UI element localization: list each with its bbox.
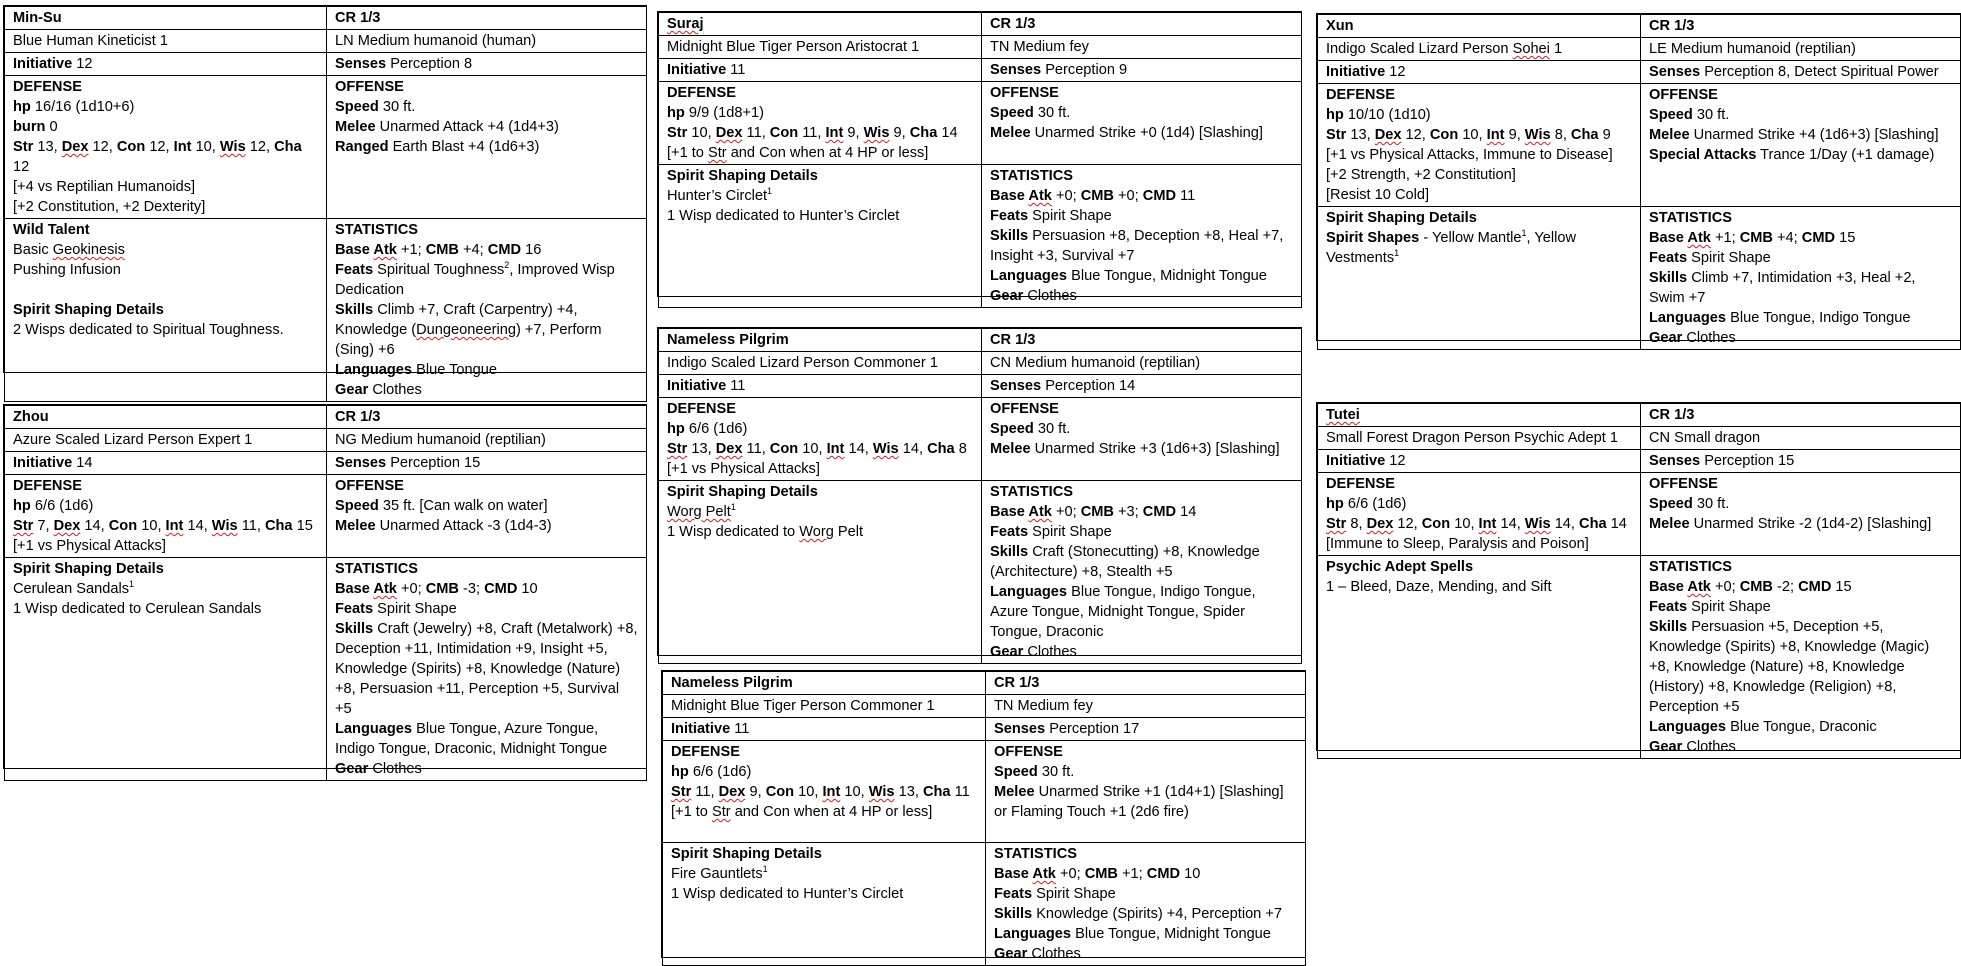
defense-section [5,76,327,219]
defense-heading: DEFENSE [13,79,82,95]
combat-stats: Base Atk +0; CMB +0; CMD 11 [990,188,1196,204]
gear: Gear Clothes [1649,330,1736,346]
skills: Skills Knowledge (Spirits) +4, Perception +7 [994,906,1282,922]
spirit-shaping-section: Spirit Shaping Details Cerulean Sandals$^1$ 1 Wisp dedicated to Cerulean Sandals [5,558,327,781]
defense-note: [+2 Constitution, +2 Dexterity] [13,199,206,215]
challenge-rating: CR 1/3 [327,406,647,429]
offense-section: OFFENSE Speed 30 ft. Melee Unarmed Strike +3 (1d6+3) [Slashing] [982,398,1302,481]
race-class: Indigo Scaled Lizard Person Sohei 1 [1318,38,1641,61]
defense-note: [+1 vs Physical Attacks] [667,461,820,477]
spirit-shaping-section: Spirit Shaping Details Worg Pelt$^1$ 1 Wisp dedicated to Worg Pelt [659,481,982,664]
defense-note: [+1 to Str and Con when at 4 HP or less] [667,145,929,161]
challenge-rating: CR 1/3 [982,329,1302,352]
spells-list: 1 – Bleed, Daze, Mending, and Sift [1326,579,1552,595]
melee: Melee Unarmed Strike +4 (1d6+3) [Slashing] [1649,127,1939,143]
languages: Languages Blue Tongue, Midnight Tongue [994,926,1271,942]
combat-stats: Base Atk +1; CMB +4; CMD 15 [1649,230,1856,246]
combat-stats: Base Atk +0; CMB +1; CMD 10 [994,866,1201,882]
challenge-rating: CR 1/3 [327,7,647,30]
statistics-section [327,219,647,402]
spirit-item: Cerulean Sandals$^1$ [13,579,135,597]
feats: Feats Spirit Shape [990,524,1112,540]
race-class: Azure Scaled Lizard Person Expert 1 [5,429,327,452]
defense-section: DEFENSE hp 10/10 (1d10) Str 13, Dex 12, Con 10, Int 9, Wis 8, Cha 9 [+1 vs Physical Attacks, Immune to Disease] [+2 Strength, +2 Constitution] [Resist 10 Cold] [1318,84,1641,207]
alignment-type: NG Medium humanoid (reptilian) [327,429,647,452]
feats: Feats Spirit Shape [335,601,457,617]
languages: Languages Blue Tongue, Midnight Tongue [990,268,1267,284]
creature-name: Xun [1318,15,1641,38]
creature-name: Nameless Pilgrim [659,329,982,352]
defense-section: DEFENSE hp 6/6 (1d6) Str 13, Dex 11, Con 10, Int 14, Wis 14, Cha 8 [+1 vs Physical Attacks] [659,398,982,481]
spirit-shaping-text: 2 Wisps dedicated to Spiritual Toughness. [13,322,284,338]
skills: Skills Persuasion +8, Deception +8, Heal +7, Insight +3, Survival +7 [990,228,1284,264]
ability-scores: Str 7, Dex 14, Con 10, Int 14, Wis 11, Cha 15 [13,518,313,534]
melee: Melee Unarmed Strike -2 (1d4-2) [Slashing] [1649,516,1932,532]
ranged: Ranged Earth Blast +4 (1d6+3) [335,139,540,155]
statistics-section: STATISTICS Base Atk +0; CMB -2; CMD 15 Feats Spirit Shape Skills Persuasion +5, Deception +5, Knowledge (Spirits) +8, Knowledge (Magic) +8, Knowledge (Nature) +8, Knowledge (History) +8, Knowledge (Religion) +8, Perception +5 Languages Blue Tongue, Draconic Gear Clothes [1641,556,1961,759]
race-class: Midnight Blue Tiger Person Commoner 1 [663,695,986,718]
special-attacks: Special Attacks Trance 1/Day (+1 damage) [1649,147,1935,163]
speed: Speed 30 ft. [990,421,1071,437]
gear: Gear Clothes [1649,739,1736,755]
languages: Languages Blue Tongue, Azure Tongue, Indigo Tongue, Draconic, Midnight Tongue [335,721,608,757]
creature-name: Tutei [1318,404,1641,427]
spirit-shapes: Spirit Shapes - Yellow Mantle$^1$, Yellow Vestments$^1$ [1326,228,1576,266]
race-class: Blue Human Kineticist 1 [5,30,327,53]
speed: Speed 30 ft. [335,99,416,115]
spirit-item: Hunter’s Circlet$^1$ [667,186,773,204]
initiative: Initiative 12 [1318,61,1641,84]
defense-section: DEFENSE hp 9/9 (1d8+1) Str 10, Dex 11, Con 11, Int 9, Wis 9, Cha 14 [+1 to Str and Con when at 4 HP or less] [659,82,982,165]
feats: Feats Spiritual Toughness$^2$, Improved Wisp Dedication [335,260,615,298]
feats: Feats Spirit Shape [990,208,1112,224]
defense-note: [+4 vs Reptilian Humanoids] [13,179,196,195]
ability-scores: Str 10, Dex 11, Con 11, Int 9, Wis 9, Cha 14 [667,125,958,141]
senses: Senses Perception 9 [982,59,1302,82]
hit-points: hp 9/9 (1d8+1) [667,105,764,121]
speed: Speed 30 ft. [990,105,1071,121]
initiative: Initiative 12 [5,53,327,76]
ability-scores: Str 13, Dex 12, Con 10, Int 9, Wis 8, Cha 9 [1326,127,1611,143]
defense-note: [Resist 10 Cold] [1326,187,1430,203]
defense-note: [+2 Strength, +2 Constitution] [1326,167,1516,183]
skills: Skills Persuasion +5, Deception +5, Knowledge (Spirits) +8, Knowledge (Magic) +8, Knowledge (Nature) +8, Knowledge (History) +8, Knowledge (Religion) +8, Perception +5 [1649,619,1930,715]
spirit-shaping-section: Spirit Shaping Details Fire Gauntlets$^1$ 1 Wisp dedicated to Hunter’s Circlet [663,843,986,966]
senses: Senses Perception 17 [986,718,1306,741]
spirit-shaping-section: Spirit Shaping Details Hunter’s Circlet$^1$ 1 Wisp dedicated to Hunter’s Circlet [659,165,982,308]
stat-block-suraj [657,11,1302,304]
initiative: Initiative 11 [663,718,986,741]
melee: Melee Unarmed Strike +1 (1d4+1) [Slashing] or Flaming Touch +1 (2d6 fire) [994,784,1284,820]
spirit-shaping-section: Spirit Shaping Details Spirit Shapes - Yellow Mantle$^1$, Yellow Vestments$^1$ [1318,207,1641,350]
skills: Skills Climb +7, Intimidation +3, Heal +2, Swim +7 [1649,270,1916,306]
languages: Languages Blue Tongue, Draconic [1649,719,1877,735]
melee: Melee Unarmed Attack -3 (1d4-3) [335,518,552,534]
stat-block-nameless-pilgrim-2 [661,670,1306,962]
challenge-rating: CR 1/3 [982,13,1302,36]
gear: Gear Clothes [335,382,422,398]
stat-block-zhou [3,404,647,777]
statistics-section: STATISTICS Base Atk +1; CMB +4; CMD 15 Feats Spirit Shape Skills Climb +7, Intimidation +3, Heal +2, Swim +7 Languages Blue Tongue, Indigo Tongue Gear Clothes [1641,207,1961,350]
creature-name: Min-Su [5,7,327,30]
offense-heading: OFFENSE [335,79,404,95]
skills: Skills Craft (Jewelry) +8, Craft (Metalwork) +8, Deception +11, Intimidation +9, Insight +5, Knowledge (Spirits) +8, Knowledge (Nature) +8, Persuasion +11, Perception +5, Survival +5 [335,621,638,717]
speed: Speed 35 ft. [Can walk on water] [335,498,548,514]
ability-scores: Str 8, Dex 12, Con 10, Int 14, Wis 14, Cha 14 [1326,516,1627,532]
initiative: Initiative 11 [659,59,982,82]
race-class: Small Forest Dragon Person Psychic Adept 1 [1318,427,1641,450]
feats: Feats Spirit Shape [1649,250,1771,266]
initiative: Initiative 11 [659,375,982,398]
defense-note: [Immune to Sleep, Paralysis and Poison] [1326,536,1589,552]
defense-note: [+1 vs Physical Attacks, Immune to Disease] [1326,147,1613,163]
spells-section [1318,556,1641,759]
hit-points: hp 6/6 (1d6) [13,498,94,514]
alignment-type: TN Medium fey [986,695,1306,718]
gear: Gear Clothes [990,644,1077,660]
offense-section: OFFENSE Speed 30 ft. Melee Unarmed Strike -2 (1d4-2) [Slashing] [1641,473,1961,556]
challenge-rating: CR 1/3 [1641,404,1961,427]
statistics-section: STATISTICS Base Atk +0; CMB +1; CMD 10 Feats Spirit Shape Skills Knowledge (Spirits) +4, Perception +7 Languages Blue Tongue, Midnight Tongue Gear Clothes [986,843,1306,966]
initiative: Initiative 14 [5,452,327,475]
gear: Gear Clothes [994,946,1081,962]
spirit-shaping-text: 1 Wisp dedicated to Worg Pelt [667,524,864,540]
senses: Senses Perception 8 [327,53,647,76]
spirit-item: Worg Pelt$^1$ [667,502,736,520]
ability-scores: Str 11, Dex 9, Con 10, Int 10, Wis 13, Cha 11 [671,784,970,800]
creature-name: Suraj [659,13,982,36]
wild-talent-heading: Wild Talent [13,222,90,238]
offense-section [327,76,647,219]
spirit-shaping-text: 1 Wisp dedicated to Hunter’s Circlet [671,886,904,902]
stat-block-tutei [1316,402,1961,755]
combat-stats: Base Atk +1; CMB +4; CMD 16 [335,242,542,258]
hit-points: hp 16/16 (1d10+6) [13,99,135,115]
melee: Melee Unarmed Attack +4 (1d4+3) [335,119,559,135]
statistics-section: STATISTICS Base Atk +0; CMB +0; CMD 11 Feats Spirit Shape Skills Persuasion +8, Deception +8, Heal +7, Insight +3, Survival +7 Languages Blue Tongue, Midnight Tongue Gear Clothes [982,165,1302,308]
statistics-section: STATISTICS Base Atk +0; CMB +3; CMD 14 Feats Spirit Shape Skills Craft (Stonecutting) +8, Knowledge (Architecture) +8, Stealth +5 Languages Blue Tongue, Indigo Tongue, Azure Tongue, Midnight Tongue, Spider Tongue, Draconic Gear Clothes [982,481,1302,664]
stat-block-min-su [3,5,647,398]
statistics-section: STATISTICS Base Atk +0; CMB -3; CMD 10 Feats Spirit Shape Skills Craft (Jewelry) +8, Craft (Metalwork) +8, Deception +11, Intimidation +9, Insight +5, Knowledge (Spirits) +8, Knowledge (Nature) +8, Persuasion +11, Perception +5, Survival +5 Languages Blue Tongue, Azure Tongue, Indigo Tongue, Draconic, Midnight Tongue Gear Clothes [327,558,647,781]
spirit-shaping-text: 1 Wisp dedicated to Hunter’s Circlet [667,208,900,224]
languages: Languages Blue Tongue, Indigo Tongue, Azure Tongue, Midnight Tongue, Spider Tongue, Draconic [990,584,1256,640]
stat-block-nameless-pilgrim-1 [657,327,1302,660]
race-class: Indigo Scaled Lizard Person Commoner 1 [659,352,982,375]
ability-scores: Str 13, Dex 12, Con 12, Int 10, Wis 12, Cha 12 [13,139,302,175]
spirit-shaping-heading: Spirit Shaping Details [13,302,164,318]
skills: Skills Craft (Stonecutting) +8, Knowledge (Architecture) +8, Stealth +5 [990,544,1260,580]
gear: Gear Clothes [990,288,1077,304]
talent-item: Pushing Infusion [13,262,121,278]
languages: Languages Blue Tongue [335,362,497,378]
spirit-shaping-text: 1 Wisp dedicated to Cerulean Sandals [13,601,262,617]
defense-section: DEFENSE hp 6/6 (1d6) Str 11, Dex 9, Con 10, Int 10, Wis 13, Cha 11 [+1 to Str and Con when at 4 HP or less] [663,741,986,843]
defense-section: DEFENSE hp 6/6 (1d6) Str 7, Dex 14, Con 10, Int 14, Wis 11, Cha 15 [+1 vs Physical Attacks] [5,475,327,558]
offense-section: OFFENSE Speed 35 ft. [Can walk on water] Melee Unarmed Attack -3 (1d4-3) [327,475,647,558]
alignment-type: TN Medium fey [982,36,1302,59]
alignment-type: LE Medium humanoid (reptilian) [1641,38,1961,61]
creature-name: Nameless Pilgrim [663,672,986,695]
senses: Senses Perception 15 [1641,450,1961,473]
languages: Languages Blue Tongue, Indigo Tongue [1649,310,1911,326]
ability-scores: Str 13, Dex 11, Con 10, Int 14, Wis 14, Cha 8 [667,441,967,457]
combat-stats: Base Atk +0; CMB +3; CMD 14 [990,504,1197,520]
senses: Senses Perception 8, Detect Spiritual Power [1641,61,1961,84]
defense-section: DEFENSE hp 6/6 (1d6) Str 8, Dex 12, Con 10, Int 14, Wis 14, Cha 14 [Immune to Sleep, Paralysis and Poison] [1318,473,1641,556]
melee: Melee Unarmed Strike +0 (1d4) [Slashing] [990,125,1263,141]
challenge-rating: CR 1/3 [986,672,1306,695]
senses: Senses Perception 15 [327,452,647,475]
speed: Speed 30 ft. [994,764,1075,780]
stat-block-xun [1316,13,1961,346]
initiative: Initiative 12 [1318,450,1641,473]
hit-points: hp 10/10 (1d10) [1326,107,1431,123]
feats: Feats Spirit Shape [1649,599,1771,615]
offense-section: OFFENSE Speed 30 ft. Melee Unarmed Strike +4 (1d6+3) [Slashing] Special Attacks Trance 1/Day (+1 damage) [1641,84,1961,207]
alignment-type: LN Medium humanoid (human) [327,30,647,53]
spells-heading: Psychic Adept Spells [1326,559,1474,575]
hit-points: hp 6/6 (1d6) [667,421,748,437]
feats: Feats Spirit Shape [994,886,1116,902]
hit-points: hp 6/6 (1d6) [671,764,752,780]
alignment-type: CN Medium humanoid (reptilian) [982,352,1302,375]
offense-section: OFFENSE Speed 30 ft. Melee Unarmed Strike +1 (1d4+1) [Slashing] or Flaming Touch +1 (2d6 fire) [986,741,1306,843]
alignment-type: CN Small dragon [1641,427,1961,450]
wild-talent-section [5,219,327,402]
combat-stats: Base Atk +0; CMB -2; CMD 15 [1649,579,1852,595]
statistics-heading: STATISTICS [335,222,418,238]
race-class: Midnight Blue Tiger Person Aristocrat 1 [659,36,982,59]
speed: Speed 30 ft. [1649,496,1730,512]
talent-item: Basic Geokinesis [13,242,125,258]
speed: Speed 30 ft. [1649,107,1730,123]
spirit-item: Fire Gauntlets$^1$ [671,864,768,882]
defense-note: [+1 vs Physical Attacks] [13,538,166,554]
melee: Melee Unarmed Strike +3 (1d6+3) [Slashing] [990,441,1280,457]
combat-stats: Base Atk +0; CMB -3; CMD 10 [335,581,538,597]
gear: Gear Clothes [335,761,422,777]
offense-section: OFFENSE Speed 30 ft. Melee Unarmed Strike +0 (1d4) [Slashing] [982,82,1302,165]
skills: Skills Climb +7, Craft (Carpentry) +4, Knowledge (Dungeoneering) +7, Perform (Sing) +6 [335,302,602,358]
challenge-rating: CR 1/3 [1641,15,1961,38]
senses: Senses Perception 14 [982,375,1302,398]
hit-points: hp 6/6 (1d6) [1326,496,1407,512]
burn: burn 0 [13,119,58,135]
defense-note: [+1 to Str and Con when at 4 HP or less] [671,804,933,820]
creature-name: Zhou [5,406,327,429]
